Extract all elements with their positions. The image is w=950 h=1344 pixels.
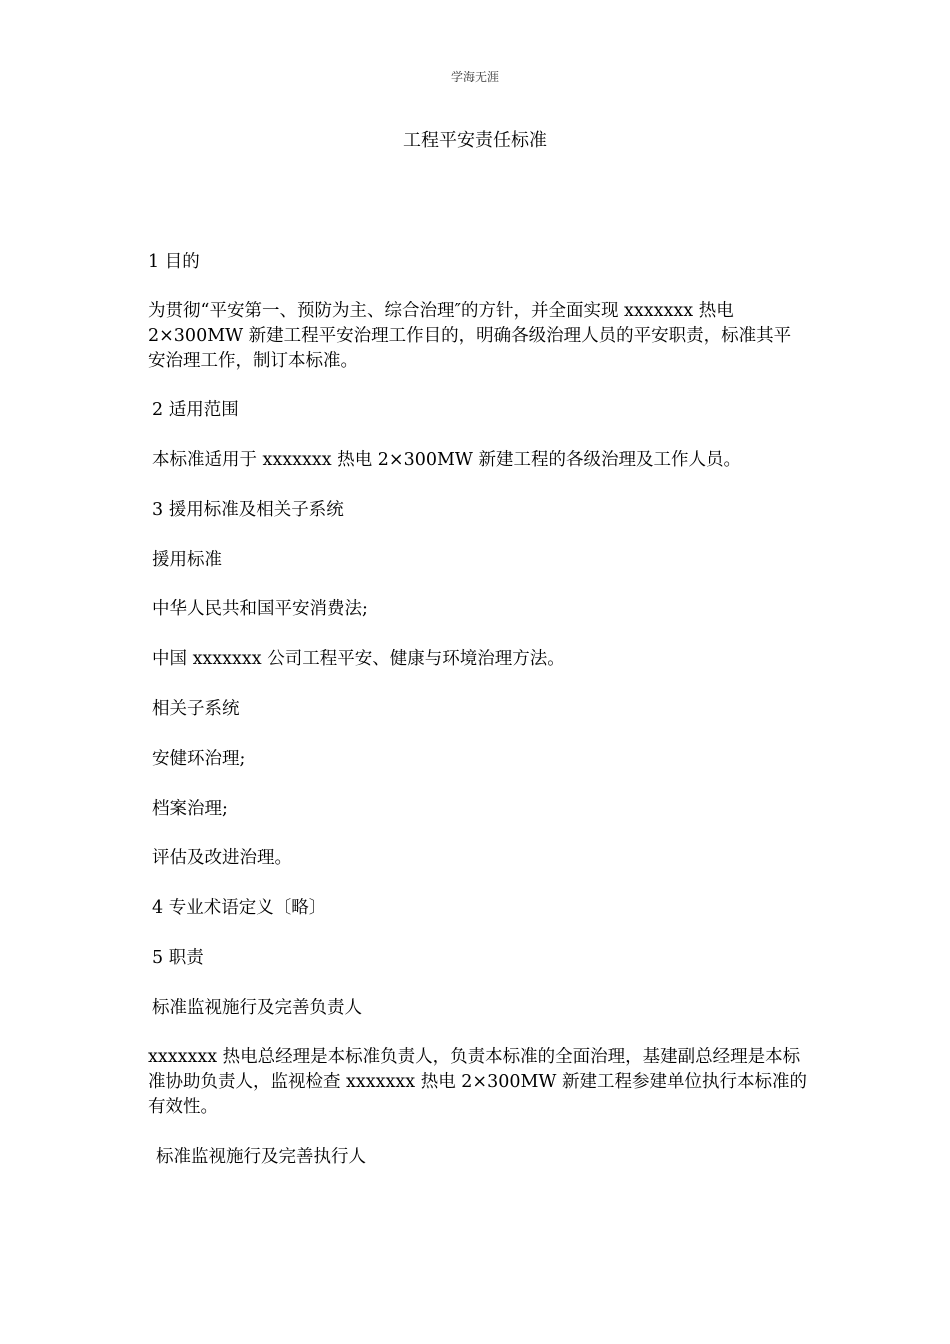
- paragraph-responsible-person: xxxxxxx 热电总经理是本标准负责人，负责本标准的全面治理，基建副总经理是本标准协助负责人，监视检查 xxxxxxx 热电 2×300MW 新建工程参建单位执行本标准的有效性。: [148, 1047, 807, 1117]
- section-heading-terms: 4 专业术语定义〔略〕: [152, 898, 327, 918]
- subheading-referenced-standards: 援用标准: [152, 550, 222, 570]
- list-item: 安健环治理;: [152, 749, 246, 769]
- paragraph-purpose: 为贯彻“平安第一、预防为主、综合治理″的方针，并全面实现 xxxxxxx 热电 2×300MW 新建工程平安治理工作目的，明确各级治理人员的平安职责，标准其平安治理工作，制订本标准。: [148, 301, 792, 371]
- subheading-executor: 标准监视施行及完善执行人: [156, 1147, 366, 1167]
- list-item: 档案治理;: [152, 799, 228, 819]
- subheading-responsible-person: 标准监视施行及完善负责人: [152, 998, 362, 1018]
- paragraph-scope: 本标准适用于 xxxxxxx 热电 2×300MW 新建工程的各级治理及工作人员。: [152, 450, 741, 470]
- section-heading-scope: 2 适用范围: [152, 400, 239, 420]
- document-title: 工程平安责任标准: [403, 130, 547, 151]
- list-item: 评估及改进治理。: [152, 848, 292, 868]
- page-header-note: 学海无涯: [450, 70, 499, 84]
- list-item: 中华人民共和国平安消费法;: [152, 599, 368, 619]
- section-heading-references: 3 援用标准及相关子系统: [152, 500, 344, 520]
- section-heading-responsibilities: 5 职责: [152, 948, 204, 968]
- list-item: 中国 xxxxxxx 公司工程平安、健康与环境治理方法。: [152, 649, 565, 669]
- section-heading-purpose: 1 目的: [148, 252, 200, 272]
- subheading-related-subsystems: 相关子系统: [152, 699, 240, 719]
